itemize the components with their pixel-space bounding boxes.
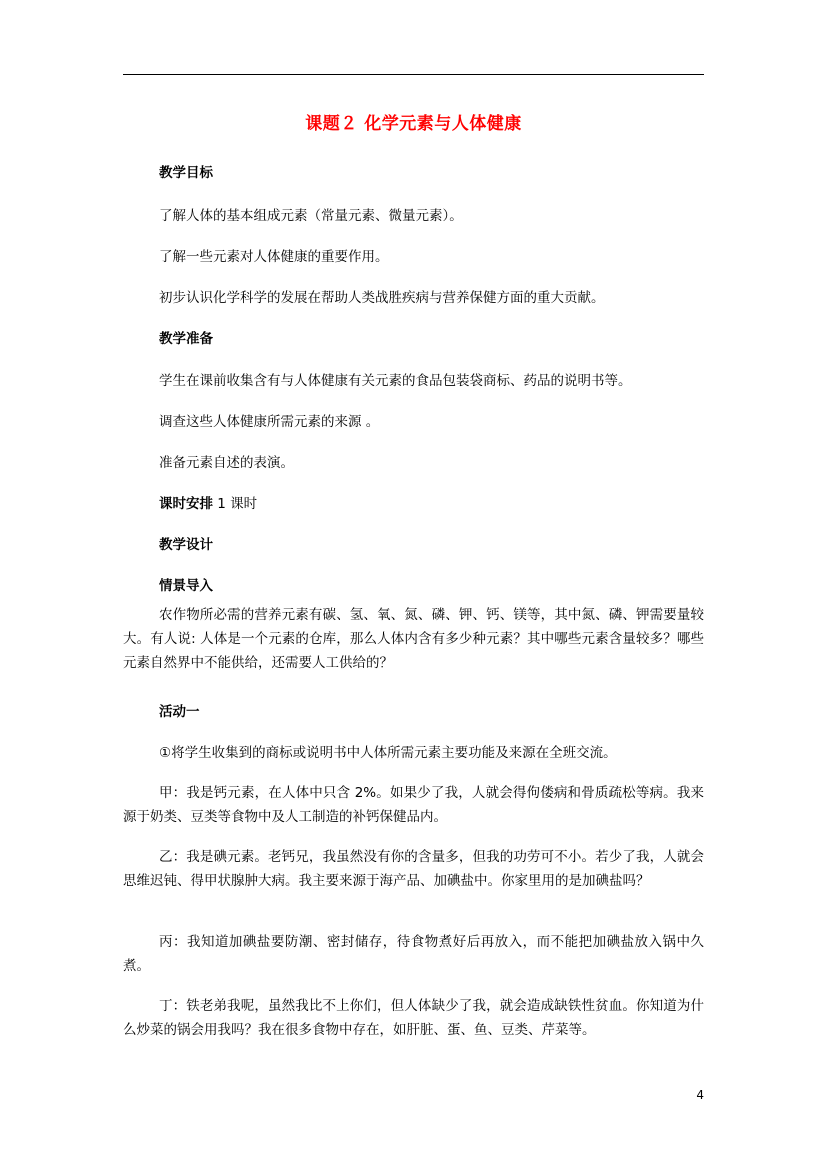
objective-item: 初步认识化学科学的发展在帮助人类战胜疾病与营养保健方面的重大贡献。 (159, 290, 605, 306)
activity-intro: ①将学生收集到的商标或说明书中人体所需元素主要功能及来源在全班交流。 (159, 745, 617, 761)
preparation-heading: 教学准备 (159, 331, 213, 347)
intro-heading: 情景导入 (159, 578, 213, 594)
objective-item: 了解人体的基本组成元素（常量元素、微量元素）。 (159, 208, 463, 224)
dialogue-paragraph: 丙：我知道加碘盐要防潮、密封储存，待食物煮好后再放入，而不能把加碘盐放入锅中久煮。 (123, 934, 704, 974)
dialogue-paragraph: 丁：铁老弟我呢，虽然我比不上你们，但人体缺少了我，就会造成缺铁性贫血。你知道为什么炒菜的锅会用我吗？我在很多食物中存在，如肝脏、蛋、鱼、豆类、芹菜等。 (123, 998, 704, 1038)
preparation-item: 学生在课前收集含有与人体健康有关元素的食品包装袋商标、药品的说明书等。 (159, 373, 632, 389)
page-number: 4 (696, 1088, 704, 1102)
preparation-item: 调查这些人体健康所需元素的来源 。 (159, 414, 380, 430)
objectives-heading: 教学目标 (159, 165, 213, 181)
header-rule (123, 74, 704, 75)
activity-heading: 活动一 (159, 704, 200, 720)
dialogue-paragraph: 甲：我是钙元素，在人体中只含 2%。如果少了我，人就会得佝偻病和骨质疏松等病。我来源于奶类、豆类等食物中及人工制造的补钙保健品内。 (123, 785, 704, 825)
objective-item: 了解一些元素对人体健康的重要作用。 (159, 249, 389, 265)
schedule-heading: 课时安排 (159, 496, 213, 512)
preparation-item: 准备元素自述的表演。 (159, 455, 294, 471)
design-heading: 教学设计 (159, 537, 213, 553)
schedule-line (159, 492, 704, 516)
dialogue-paragraph: 乙：我是碘元素。老钙兄，我虽然没有你的含量多，但我的功劳可不小。若少了我，人就会思维迟钝、得甲状腺肿大病。我主要来源于海产品、加碘盐中。你家里用的是加碘盐吗？ (123, 849, 704, 889)
page-title: 课题２ 化学元素与人体健康 (305, 114, 522, 134)
schedule-value: 1 课时 (213, 496, 258, 512)
intro-paragraph: 农作物所必需的营养元素有碳、氢、氧、氮、磷、钾、钙、镁等，其中氮、磷、钾需要量较大。有人说: 人体是一个元素的仓库，那么人体内含有多少种元素？其中哪些元素含量较多？哪些元素自然界中不能供给，还需要人工供给的？ (123, 607, 704, 671)
